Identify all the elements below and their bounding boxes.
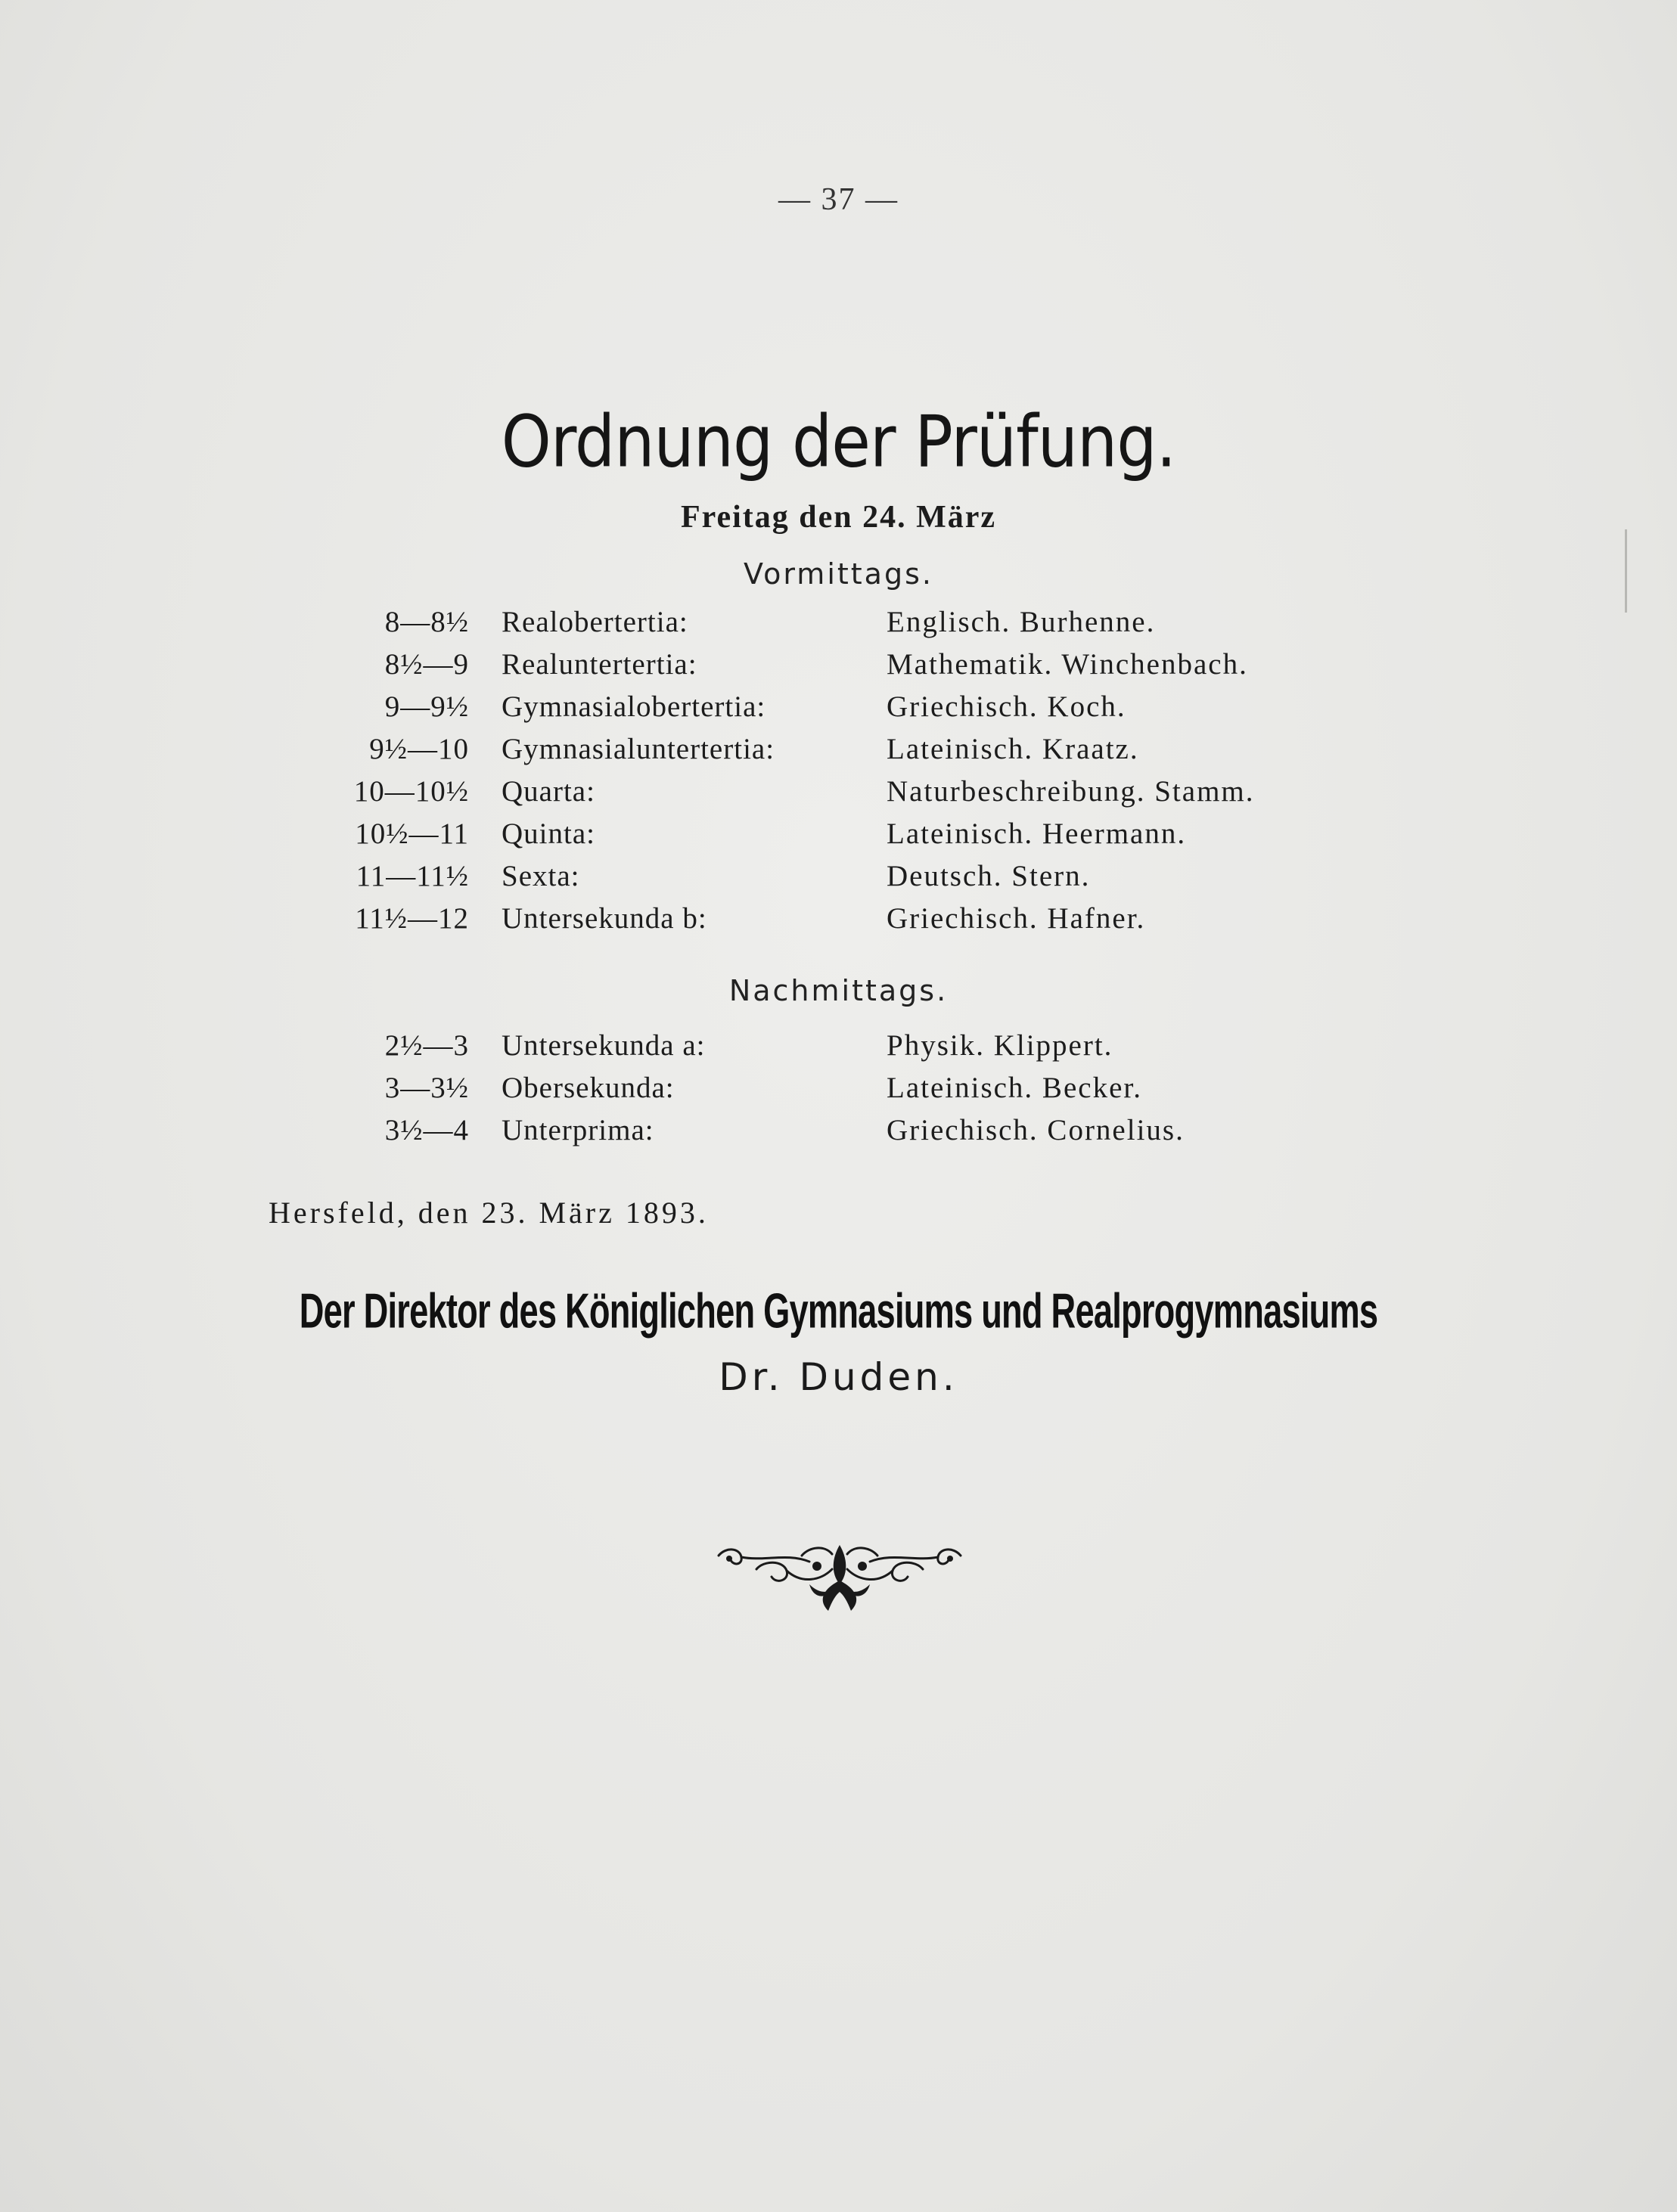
time-slot: 3½—4 — [384, 1114, 469, 1146]
subject-examiner: Lateinisch. Heermann. — [887, 817, 1187, 850]
signature-title: Der Direktor des Königlichen Gymnasiums und Realprogymnasiums — [299, 1283, 1378, 1339]
class-name: Obersekunda: — [502, 1072, 675, 1104]
class-name: Unterprima: — [502, 1114, 654, 1146]
time-slot: 9—9½ — [384, 690, 469, 723]
page-number: — 37 — — [778, 182, 899, 217]
schedule-row — [318, 1113, 1392, 1156]
page-title: Ordnung der Prüfung. — [501, 400, 1176, 483]
class-name: Quarta: — [502, 775, 595, 808]
subject-examiner: Griechisch. Koch. — [887, 690, 1126, 723]
schedule-row — [318, 647, 1392, 690]
schedule-row — [318, 817, 1392, 859]
subject-examiner: Mathematik. Winchenbach. — [887, 648, 1248, 681]
time-slot: 8½—9 — [384, 648, 469, 681]
time-slot: 8—8½ — [384, 606, 469, 638]
schedule-row — [318, 774, 1392, 817]
subject-examiner: Griechisch. Cornelius. — [887, 1114, 1185, 1146]
schedule-row — [318, 605, 1392, 647]
schedule-row — [318, 732, 1392, 774]
schedule-row — [318, 690, 1392, 732]
schedule-row — [318, 1028, 1392, 1071]
vignette-ornament-icon — [711, 1539, 968, 1615]
afternoon-heading: Nachmittags. — [728, 974, 949, 1007]
morning-heading: Vormittags. — [744, 557, 933, 591]
class-name: Gymnasialobertertia: — [502, 690, 766, 723]
place-and-date: Hersfeld, den 23. März 1893. — [269, 1196, 709, 1230]
schedule-row — [318, 859, 1392, 901]
subject-examiner: Griechisch. Hafner. — [887, 902, 1146, 935]
signature-name: Dr. Duden. — [719, 1355, 958, 1399]
subject-examiner: Lateinisch. Becker. — [887, 1072, 1142, 1104]
subject-examiner: Lateinisch. Kraatz. — [887, 733, 1139, 765]
subject-examiner: Englisch. Burhenne. — [887, 606, 1156, 638]
time-slot: 11—11½ — [356, 860, 469, 892]
morning-schedule — [318, 605, 1392, 944]
class-name: Untersekunda b: — [502, 902, 707, 935]
time-slot: 10½—11 — [355, 817, 469, 850]
class-name: Untersekunda a: — [502, 1029, 706, 1062]
class-name: Sexta: — [502, 860, 580, 892]
time-slot: 11½—12 — [355, 902, 469, 935]
time-slot: 9½—10 — [369, 733, 469, 765]
time-slot: 10—10½ — [353, 775, 469, 808]
class-name: Gymnasialuntertertia: — [502, 733, 775, 765]
subject-examiner: Naturbeschreibung. Stamm. — [887, 775, 1255, 808]
subject-examiner: Physik. Klippert. — [887, 1029, 1113, 1062]
subject-examiner: Deutsch. Stern. — [887, 860, 1091, 892]
class-name: Quinta: — [502, 817, 595, 850]
exam-date: Freitag den 24. März — [680, 500, 997, 535]
schedule-row — [318, 1071, 1392, 1113]
afternoon-schedule — [318, 1028, 1392, 1156]
class-name: Realobertertia: — [502, 606, 688, 638]
schedule-row — [318, 901, 1392, 944]
time-slot: 2½—3 — [384, 1029, 469, 1062]
class-name: Realuntertertia: — [502, 648, 697, 681]
time-slot: 3—3½ — [384, 1072, 469, 1104]
